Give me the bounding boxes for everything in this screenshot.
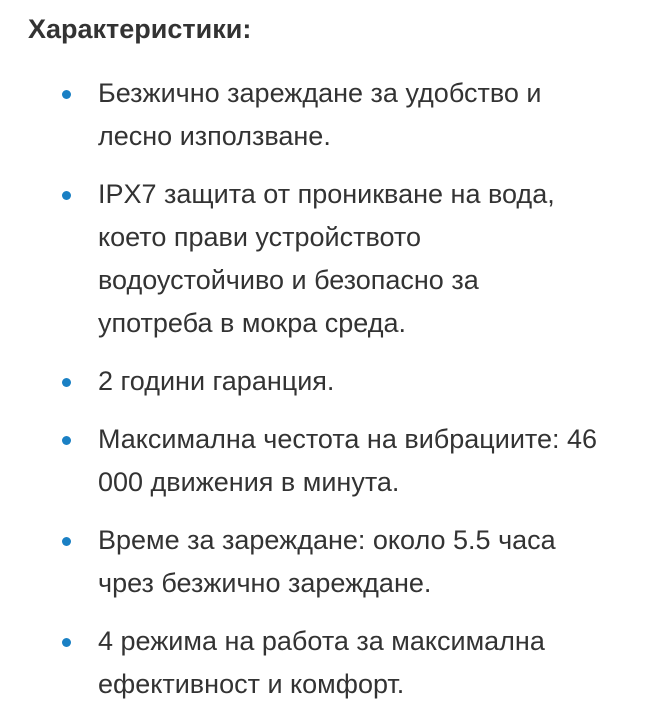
feature-text: Максимална честота на вибрациите: 46: [98, 424, 598, 454]
feature-text: употреба в мокра среда.: [98, 308, 406, 338]
feature-text: водоустойчиво и безопасно за: [98, 265, 479, 295]
feature-item: [0, 418, 666, 504]
feature-text: Време за зареждане: около 5.5 часа: [98, 525, 556, 555]
feature-item: [0, 360, 666, 403]
bullet-icon: [62, 537, 71, 546]
bullet-icon: [62, 191, 71, 200]
feature-text: 2 години гаранция.: [98, 366, 335, 396]
feature-text: което прави устройството: [98, 222, 421, 252]
feature-item: [0, 72, 666, 158]
features-list: [0, 72, 666, 721]
feature-text: 4 режима на работа за максимална: [98, 626, 545, 656]
bullet-icon: [62, 90, 71, 99]
feature-text: IPX7 защита от проникване на вода,: [98, 179, 555, 209]
bullet-icon: [62, 378, 71, 387]
feature-item: [0, 173, 666, 345]
bullet-icon: [62, 638, 71, 647]
feature-item: [0, 620, 666, 706]
feature-item: [0, 519, 666, 605]
feature-text: лесно използване.: [98, 121, 331, 151]
feature-text: Безжично зареждане за удобство и: [98, 78, 542, 108]
section-heading: Характеристики:: [28, 14, 252, 44]
bullet-icon: [62, 436, 71, 445]
feature-text: ефективност и комфорт.: [98, 669, 405, 699]
feature-text: чрез безжично зареждане.: [98, 568, 432, 598]
feature-text: 000 движения в минута.: [98, 467, 400, 497]
